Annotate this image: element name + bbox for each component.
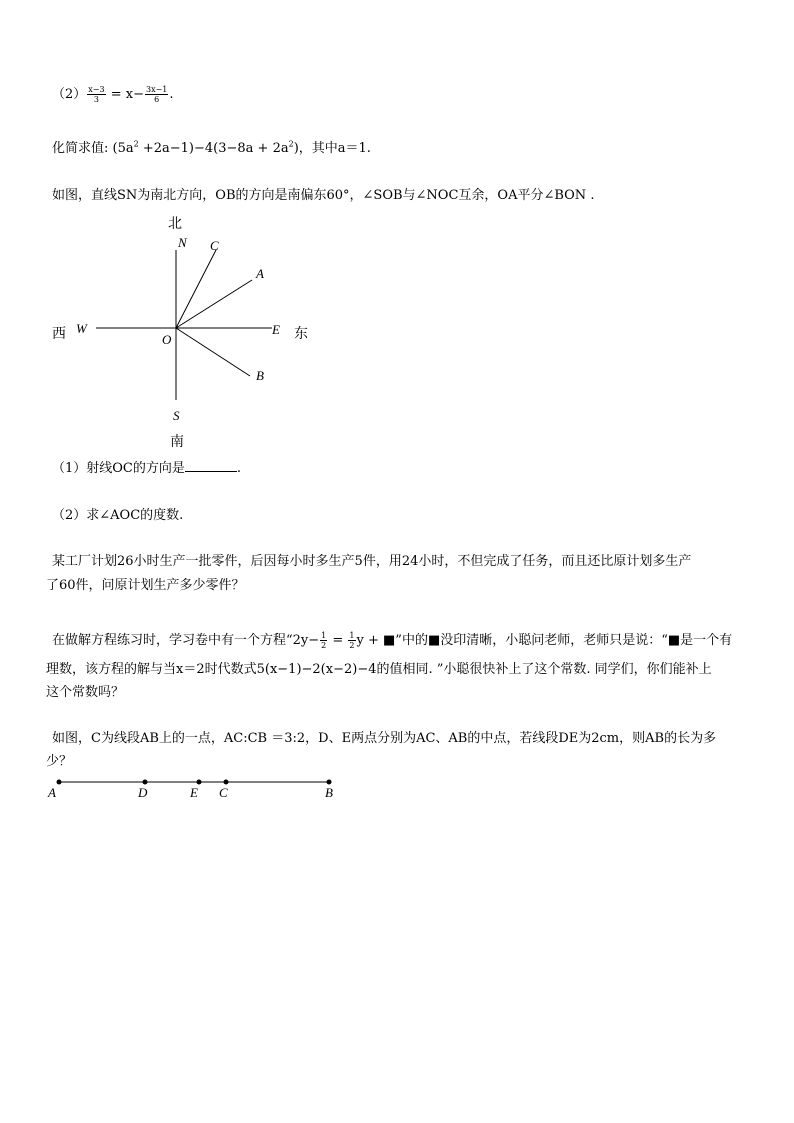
point-b bbox=[327, 780, 332, 785]
fraction-lhs bbox=[87, 85, 105, 104]
fraction-numerator: 3x−1 bbox=[145, 85, 168, 94]
label-o: O bbox=[162, 332, 172, 347]
ray-oc bbox=[176, 250, 216, 328]
answer-blank[interactable] bbox=[185, 459, 237, 472]
label-a: A bbox=[256, 266, 264, 281]
factory-question-line2: 了60件，问原计划生产多少零件？ bbox=[46, 578, 245, 593]
label-e: E bbox=[190, 785, 198, 800]
west-label: 西 bbox=[52, 326, 66, 342]
point-c bbox=[224, 780, 229, 785]
fraction-half-1 bbox=[320, 631, 327, 650]
segment-figure bbox=[40, 772, 360, 802]
exponent: 2 bbox=[288, 139, 294, 149]
fraction-denominator: 6 bbox=[154, 95, 160, 104]
fraction-denominator: 2 bbox=[349, 641, 355, 650]
subquestion-text: （1）射线OC的方向是 bbox=[52, 461, 185, 476]
fraction-numerator: 1 bbox=[349, 631, 355, 640]
fraction-denominator: 2 bbox=[321, 641, 327, 650]
direction-question-stem: 如图，直线SN为南北方向，OB的方向是南偏东60°，∠SOB与∠NOC互余，OA平分∠BON . bbox=[52, 188, 595, 203]
label-n: N bbox=[178, 235, 187, 250]
north-label: 北 bbox=[168, 216, 182, 232]
question-number: （2） bbox=[52, 87, 87, 102]
expr-lead: 化简求值: (5a bbox=[52, 141, 134, 156]
east-label: 东 bbox=[294, 326, 308, 342]
point-d bbox=[143, 780, 148, 785]
direction-figure bbox=[40, 210, 360, 450]
equation-constant-question-line2: 理数，该方程的解与当x＝2时代数式5(x−1)−2(x−2)−4的值相同. ”小聪很快补上了这个常数. 同学们，你们能补上 bbox=[46, 662, 712, 677]
equation-question bbox=[52, 85, 174, 104]
expr-middle: +2a−1)−4(3−8a + 2a bbox=[138, 141, 289, 156]
segment-question-line1: 如图，C为线段AB上的一点，AC:CB ＝3:2，D、E两点分别为AC、AB的中点，若线段DE为2cm，则AB的长为多 bbox=[52, 731, 717, 746]
segment-question-line2: 少？ bbox=[46, 754, 73, 769]
simplify-question bbox=[52, 140, 371, 158]
label-w: W bbox=[76, 321, 87, 336]
label-a: A bbox=[48, 785, 56, 800]
direction-subquestion-1 bbox=[52, 459, 241, 478]
exponent: 2 bbox=[133, 139, 139, 149]
fraction-rhs bbox=[145, 85, 168, 104]
south-label: 南 bbox=[170, 434, 184, 450]
ray-ob bbox=[176, 328, 250, 376]
direction-subquestion-2: （2）求∠AOC的度数. bbox=[52, 508, 184, 523]
equation-end: . bbox=[169, 87, 174, 102]
label-b: B bbox=[256, 368, 264, 383]
q5-text-b: = bbox=[328, 633, 348, 648]
q5-text-c: y + ■”中的■没印清晰，小聪问老师，老师只是说：“■是一个有 bbox=[356, 633, 733, 648]
factory-question-line1: 某工厂计划26小时生产一批零件，后因每小时多生产5件，用24小时，不但完成了任务，而且还比原计划多生产 bbox=[52, 554, 692, 569]
equation-middle: = x− bbox=[106, 87, 144, 102]
fraction-numerator: 1 bbox=[321, 631, 327, 640]
label-c: C bbox=[210, 238, 219, 253]
label-c: C bbox=[219, 785, 228, 800]
fraction-numerator: x−3 bbox=[88, 85, 105, 94]
subquestion-end: . bbox=[236, 461, 242, 476]
fraction-half-2 bbox=[348, 631, 355, 650]
expr-tail: )，其中a＝1. bbox=[293, 141, 371, 156]
label-e: E bbox=[272, 322, 280, 337]
label-b: B bbox=[325, 785, 333, 800]
fraction-denominator: 3 bbox=[93, 95, 99, 104]
q5-text-a: 在做解方程练习时，学习卷中有一个方程“2y− bbox=[52, 633, 320, 648]
equation-constant-question-line3: 这个常数吗？ bbox=[46, 685, 125, 700]
point-e bbox=[197, 780, 202, 785]
ray-oa bbox=[176, 280, 252, 328]
label-d: D bbox=[138, 785, 148, 800]
label-s: S bbox=[173, 408, 180, 423]
equation-constant-question-line1 bbox=[52, 631, 732, 650]
point-a bbox=[57, 780, 62, 785]
